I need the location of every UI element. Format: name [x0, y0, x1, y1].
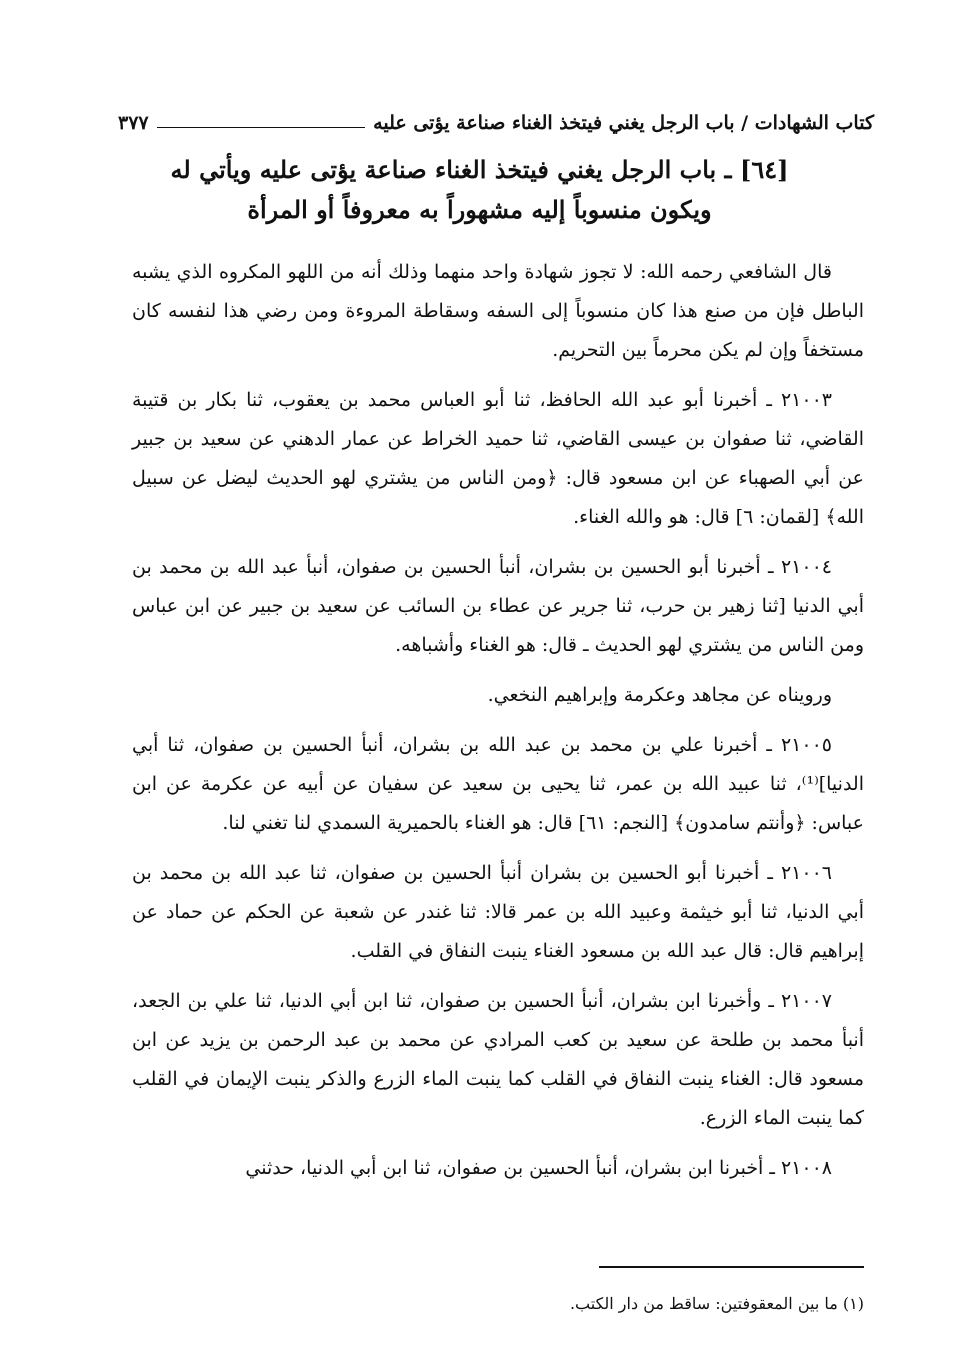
hadith-21006: ٢١٠٠٦ ـ أخبرنا أبو الحسين بن بشران أنبأ الحسين بن صفوان، ثنا عبد الله بن محمد بن أبي الدنيا، ثنا أبو خيثمة وعبيد الله بن عمر قالا: ثنا غندر عن شعبة عن الحكم عن حماد عن إبراهيم قال: قال عبد الله بن مسعود الغناء ينبت النفاق في القلب.: [132, 862, 864, 962]
hadith-21005: ٢١٠٠٥ ـ أخبرنا علي بن محمد بن عبد الله بن بشران، أنبأ الحسين بن صفوان، ثنا أبي الدنيا]⁽¹⁾، ثنا عبيد الله بن عمر، ثنا يحيى بن سعيد عن سفيان عن أبيه عن عكرمة عن ابن عباس: ﴿وأنتم سامدون﴾ [النجم: ٦١] قال: هو الغناء بالحميرية السمدي لنا تغني لنا.: [132, 734, 864, 834]
footnote-divider: [599, 1266, 864, 1268]
hadith-21007: ٢١٠٠٧ ـ وأخبرنا ابن بشران، أنبأ الحسين بن صفوان، ثنا ابن أبي الدنيا، ثنا علي بن الجعد، أنبأ محمد بن طلحة عن سعيد بن كعب المرادي عن محمد بن عبد الرحمن بن يزيد عن ابن مسعود قال: الغناء ينبت النفاق في القلب كما ينبت الماء الزرع والذكر ينبت الإيمان في القلب كما ينبت الماء الزرع.: [132, 990, 864, 1129]
chapter-title: [140, 150, 819, 230]
body-text: [132, 253, 864, 1188]
paragraph-narrations: ورويناه عن مجاهد وعكرمة وإبراهيم النخعي.: [487, 684, 832, 706]
page-number: ٣٧٧: [118, 112, 149, 134]
hadith-21004: ٢١٠٠٤ ـ أخبرنا أبو الحسين بن بشران، أنبأ الحسين بن صفوان، أنبأ عبد الله بن محمد بن أبي الدنيا [ثنا زهير بن حرب، ثنا جرير عن عطاء بن السائب عن سعيد بن جبير عن ابن عباس ومن الناس من يشتري لهو الحديث ـ قال: هو الغناء وأشباهه.: [132, 556, 864, 656]
chapter-title-line-1: [٦٤] ـ باب الرجل يغني فيتخذ الغناء صناعة يؤتى عليه ويأتي له: [170, 155, 789, 184]
running-header: [118, 100, 874, 134]
hadith-21003: ٢١٠٠٣ ـ أخبرنا أبو عبد الله الحافظ، ثنا أبو العباس محمد بن يعقوب، ثنا بكار بن قتيبة القاضي، ثنا صفوان بن عيسى القاضي، ثنا حميد الخراط عن عمار الدهني عن سعيد بن جبير عن أبي الصهباء عن ابن مسعود قال: ﴿ومن الناس من يشتري لهو الحديث ليضل عن سبيل الله﴾ [لقمان: ٦] قال: هو والله الغناء.: [132, 389, 864, 528]
footnote: (١) ما بين المعقوفتين: ساقط من دار الكتب.: [569, 1294, 864, 1313]
paragraph-shafii-opinion: قال الشافعي رحمه الله: لا تجوز شهادة واحد منهما وذلك أنه من اللهو المكروه الذي يشبه الباطل فإن من صنع هذا كان منسوباً إلى السفه وسقاطة المروءة ومن رضي هذا لنفسه كان مستخفاً وإن لم يكن محرماً بين التحريم.: [132, 261, 864, 361]
running-title: كتاب الشهادات / باب الرجل يغني فيتخذ الغناء صناعة يؤتى عليه: [373, 112, 874, 134]
hadith-21008: ٢١٠٠٨ ـ أخبرنا ابن بشران، أنبأ الحسين بن صفوان، ثنا ابن أبي الدنيا، حدثني: [245, 1157, 832, 1179]
header-rule: [157, 127, 366, 128]
chapter-title-line-2: ويكون منسوباً إليه مشهوراً به معروفاً أو المرأة: [247, 195, 712, 224]
